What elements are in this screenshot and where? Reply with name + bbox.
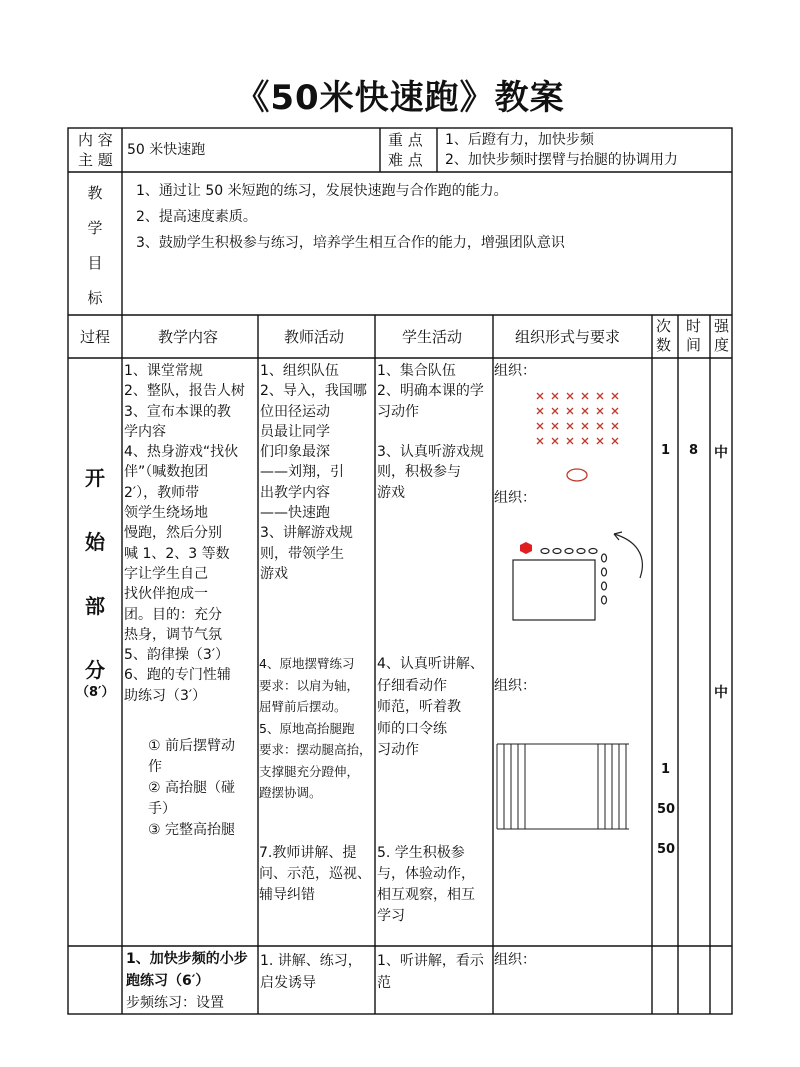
leader-marker bbox=[520, 542, 532, 554]
start-drills: ① 前后摆臂动 作 ② 高抬腿（碰 手） ③ 完整高抬腿 bbox=[148, 738, 236, 838]
org-label-1: 组织： bbox=[494, 363, 536, 379]
col-organization: 组织形式与要求 bbox=[515, 328, 621, 346]
col-content: 教学内容 bbox=[158, 328, 219, 346]
student-activity-c: 5. 学生积极参 与，体验动作， 相互观察，相互 学习 bbox=[377, 845, 475, 924]
intensity-2: 中 bbox=[714, 685, 728, 701]
start-section-duration: （8′） bbox=[76, 685, 115, 700]
next-content: 1、加快步频的小步 跑练习（6′） 步频练习：设置 bbox=[126, 951, 248, 1011]
next-teacher: 1. 讲解、练习， 启发诱导 bbox=[260, 953, 362, 991]
objectives-label: 教 学 目 标 bbox=[87, 184, 103, 307]
content-label-1: 内 容 bbox=[78, 131, 113, 149]
count-2: 1 bbox=[661, 762, 671, 777]
student-activity-a: 1、集合队伍 2、明确本课的学 习动作 3、认真听游戏规 则，积极参与 游戏 bbox=[377, 363, 484, 501]
org-label-2: 组织： bbox=[494, 490, 536, 506]
student-activity-b: 4、认真听讲解、 仔细看动作 师范，听着教 师的口令练 习动作 bbox=[377, 656, 484, 758]
field-diagram bbox=[513, 532, 642, 620]
col-process: 过程 bbox=[80, 328, 111, 346]
time-1: 8 bbox=[689, 443, 699, 458]
col-intensity: 强 度 bbox=[714, 317, 730, 354]
col-student: 学生活动 bbox=[402, 328, 463, 346]
count-1: 1 bbox=[661, 443, 671, 458]
objective-1: 1、通过让 50 米短跑的练习，发展快速跑与合作跑的能力。 bbox=[136, 183, 508, 199]
content-label-2: 主 题 bbox=[78, 151, 113, 169]
intensity-1: 中 bbox=[714, 445, 728, 461]
page-title: 《50米快速跑》教案 bbox=[235, 78, 565, 118]
teacher-activity-c: 7.教师讲解、提 问、示范，巡视、 辅导纠错 bbox=[259, 845, 371, 903]
count-4: 50 bbox=[657, 842, 676, 857]
teacher-activity-b: 4、原地摆臂练习 要求：以肩为轴， 屈臂前后摆动。 5、原地高抬腿跑 要求：摆动腿高抬， 支撑腿充分蹬伸， 蹬摆协调。 bbox=[259, 656, 372, 800]
col-teacher: 教师活动 bbox=[284, 328, 345, 346]
next-student: 1、听讲解，看示 范 bbox=[377, 953, 484, 991]
objective-3: 3、鼓励学生积极参与练习，培养学生相互合作的能力，增强团队意识 bbox=[136, 235, 565, 251]
formation-crosses bbox=[537, 393, 618, 444]
key-point-1: 1、后蹬有力，加快步频 bbox=[445, 132, 594, 148]
teacher-activity-a: 1、组织队伍 2、导入，我国哪 位田径运动 员最让同学 们印象最深 ——刘翔，引 出教学内容 ——快速跑 3、讲解游戏规 则，带领学生 游戏 bbox=[260, 363, 367, 582]
col-count: 次 数 bbox=[656, 317, 672, 354]
count-3: 50 bbox=[657, 802, 676, 817]
next-org: 组织： bbox=[494, 952, 536, 968]
start-content: 1、课堂常规 2、整队，报告人树 3、宣布本课的教 学内容 4、热身游戏“找伙 伴”（喊数抱团 2′），教师带 领学生绕场地 慢跑，然后分别 喊 1、2、3 等数 字让学生自己 找伙伴抱成一 团。目的：充分 热身，调节气氛 5、韵律操（3′） 6、跑的专门性辅 助练习（3′） bbox=[124, 363, 245, 704]
key-label-1: 重 点 bbox=[388, 131, 423, 149]
start-section-label: 开 始 部 分 bbox=[85, 466, 105, 682]
org-label-3: 组织： bbox=[494, 678, 536, 694]
key-point-2: 2、加快步频时摆臂与抬腿的协调用力 bbox=[445, 152, 678, 168]
objective-2: 2、提高速度素质。 bbox=[136, 209, 257, 225]
col-time: 时 间 bbox=[686, 317, 702, 354]
key-label-2: 难 点 bbox=[388, 151, 423, 169]
content-value: 50 米快速跑 bbox=[127, 142, 206, 158]
teacher-marker-ellipse bbox=[567, 469, 587, 481]
lanes-diagram bbox=[497, 744, 629, 829]
